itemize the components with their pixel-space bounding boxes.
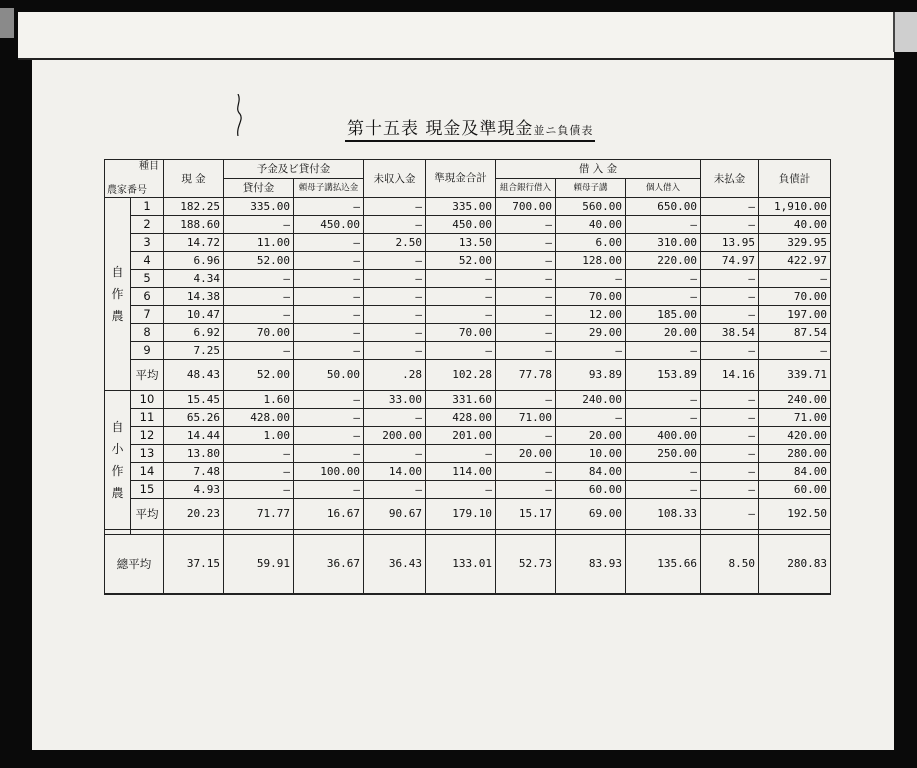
table-cell: 6.96 [164, 252, 224, 270]
header-cash: 現 金 [164, 160, 224, 198]
table-cell: – [364, 306, 426, 324]
table-cell: 450.00 [294, 216, 364, 234]
farm-number: 7 [131, 306, 164, 324]
table-cell: 197.00 [759, 306, 831, 324]
table-cell: – [426, 445, 496, 463]
table-cell: – [626, 391, 701, 409]
table-cell: 70.00 [224, 324, 294, 342]
table-cell: – [364, 198, 426, 216]
average-cell: 14.16 [701, 360, 759, 391]
table-cell: 40.00 [759, 216, 831, 234]
table-cell: – [294, 270, 364, 288]
average-cell: 90.67 [364, 499, 426, 530]
average-cell: 339.71 [759, 360, 831, 391]
table-cell: 310.00 [626, 234, 701, 252]
table-cell: 329.95 [759, 234, 831, 252]
farm-number: 6 [131, 288, 164, 306]
table-cell: – [496, 391, 556, 409]
table-row [105, 427, 831, 445]
grand-total-cell: 52.73 [496, 535, 556, 595]
table-cell: 70.00 [556, 288, 626, 306]
table-cell: – [364, 445, 426, 463]
table-cell: 422.97 [759, 252, 831, 270]
table-cell: 280.00 [759, 445, 831, 463]
grand-total-cell: 37.15 [164, 535, 224, 595]
table-cell: – [364, 342, 426, 360]
table-cell: – [364, 216, 426, 234]
table-cell: 335.00 [224, 198, 294, 216]
table-cell: – [294, 481, 364, 499]
table-cell: 52.00 [426, 252, 496, 270]
table-cell: – [294, 198, 364, 216]
table-cell: 7.25 [164, 342, 224, 360]
table-cell: – [294, 391, 364, 409]
average-cell: 153.89 [626, 360, 701, 391]
table-cell: – [294, 409, 364, 427]
table-cell: 114.00 [426, 463, 496, 481]
table-cell: 60.00 [759, 481, 831, 499]
title-main: 第十五表 現金及準現金 [347, 119, 534, 139]
header-receivable: 未収入金 [364, 160, 426, 198]
average-cell: 52.00 [224, 360, 294, 391]
table-cell: 60.00 [556, 481, 626, 499]
table-cell: – [556, 270, 626, 288]
film-top-strip [18, 12, 894, 60]
table-cell: – [224, 481, 294, 499]
farm-number: 4 [131, 252, 164, 270]
table-cell: – [364, 288, 426, 306]
group-char: 農 [111, 309, 124, 323]
table-cell: 70.00 [759, 288, 831, 306]
table-cell: – [759, 342, 831, 360]
table-cell: – [701, 198, 759, 216]
table-cell: 13.80 [164, 445, 224, 463]
table-cell: 13.95 [701, 234, 759, 252]
table-cell: – [364, 270, 426, 288]
table-cell: 40.00 [556, 216, 626, 234]
table-cell: 100.00 [294, 463, 364, 481]
table-cell: 1.60 [224, 391, 294, 409]
table-cell: – [426, 270, 496, 288]
group-char: 自 [111, 265, 124, 279]
average-cell: 71.77 [224, 499, 294, 530]
table-cell: – [364, 409, 426, 427]
table-cell: 15.45 [164, 391, 224, 409]
table-cell: 240.00 [759, 391, 831, 409]
average-label: 平均 [131, 499, 164, 530]
table-cell: 84.00 [759, 463, 831, 481]
table-title [345, 114, 595, 142]
average-cell: 102.28 [426, 360, 496, 391]
farm-number: 11 [131, 409, 164, 427]
table-cell: 201.00 [426, 427, 496, 445]
table-cell: – [626, 270, 701, 288]
table-cell: – [496, 427, 556, 445]
farm-number: 14 [131, 463, 164, 481]
table-cell: – [701, 288, 759, 306]
grand-total-cell: 8.50 [701, 535, 759, 595]
header-row-1 [105, 160, 831, 179]
corner-top: 種目 [139, 161, 159, 172]
table-cell: 560.00 [556, 198, 626, 216]
table-cell: – [496, 463, 556, 481]
table-cell: – [626, 481, 701, 499]
table-cell: 420.00 [759, 427, 831, 445]
pen-mark [232, 94, 246, 136]
table-cell: 185.00 [626, 306, 701, 324]
table-cell: 182.25 [164, 198, 224, 216]
table-cell: – [294, 252, 364, 270]
table-cell: 14.44 [164, 427, 224, 445]
table-cell: – [556, 342, 626, 360]
table-cell: 71.00 [759, 409, 831, 427]
table-cell: 84.00 [556, 463, 626, 481]
average-cell: 179.10 [426, 499, 496, 530]
table-cell: 400.00 [626, 427, 701, 445]
table-cell: – [426, 288, 496, 306]
table-cell: – [364, 324, 426, 342]
table-row [105, 391, 831, 409]
table-row [105, 234, 831, 252]
table-cell: 38.54 [701, 324, 759, 342]
table-cell: – [496, 288, 556, 306]
header-deposits: 予金及ビ貸付金 [224, 160, 364, 179]
table-row [105, 198, 831, 216]
average-cell: 50.00 [294, 360, 364, 391]
table-cell: – [626, 216, 701, 234]
table-cell: – [701, 481, 759, 499]
table-row [105, 445, 831, 463]
table-cell: – [294, 342, 364, 360]
table-cell: 1.00 [224, 427, 294, 445]
table-cell: 14.38 [164, 288, 224, 306]
group-char: 自 [111, 420, 124, 434]
table-cell: – [701, 391, 759, 409]
farm-number: 8 [131, 324, 164, 342]
average-cell: 77.78 [496, 360, 556, 391]
table-cell: – [426, 306, 496, 324]
header-corner [105, 160, 164, 198]
table-row [105, 463, 831, 481]
table-cell: – [556, 409, 626, 427]
average-cell: .28 [364, 360, 426, 391]
farm-number: 13 [131, 445, 164, 463]
header-bank-loans: 組合銀行借入 [496, 179, 556, 198]
table-cell: – [701, 342, 759, 360]
grand-total-cell: 133.01 [426, 535, 496, 595]
header-unpaid: 未払金 [701, 160, 759, 198]
table-cell: – [426, 481, 496, 499]
film-edge-mark-right [893, 12, 917, 52]
table-cell: – [626, 288, 701, 306]
corner-bottom: 農家番号 [107, 185, 147, 196]
table-row [105, 342, 831, 360]
table-cell: – [294, 445, 364, 463]
average-cell: 108.33 [626, 499, 701, 530]
table-cell: – [701, 409, 759, 427]
header-mutual-payment: 頼母子講払込金 [294, 179, 364, 198]
table-row [105, 216, 831, 234]
table-cell: 74.97 [701, 252, 759, 270]
table-row [105, 481, 831, 499]
table-cell: 250.00 [626, 445, 701, 463]
average-cell: 69.00 [556, 499, 626, 530]
table-cell: – [496, 324, 556, 342]
table-cell: – [701, 216, 759, 234]
table-cell: 428.00 [224, 409, 294, 427]
table-cell: 70.00 [426, 324, 496, 342]
average-cell: 93.89 [556, 360, 626, 391]
table-cell: 1,910.00 [759, 198, 831, 216]
table-row [105, 288, 831, 306]
table-cell: 128.00 [556, 252, 626, 270]
table-cell: – [496, 306, 556, 324]
table-cell: 650.00 [626, 198, 701, 216]
table-cell: – [224, 216, 294, 234]
table-cell: – [294, 427, 364, 445]
film-edge-mark [0, 8, 14, 38]
farm-number: 12 [131, 427, 164, 445]
average-cell: 15.17 [496, 499, 556, 530]
table-cell: 14.72 [164, 234, 224, 252]
header-loans: 貸付金 [224, 179, 294, 198]
farm-number: 5 [131, 270, 164, 288]
table-cell: 240.00 [556, 391, 626, 409]
table-cell: – [701, 463, 759, 481]
table-cell: – [496, 342, 556, 360]
farm-number: 3 [131, 234, 164, 252]
farm-number: 15 [131, 481, 164, 499]
table-cell: – [701, 270, 759, 288]
farm-number: 10 [131, 391, 164, 409]
table-cell: – [224, 445, 294, 463]
average-cell: 16.67 [294, 499, 364, 530]
table-cell: 2.50 [364, 234, 426, 252]
table-cell: – [496, 270, 556, 288]
table-cell: 87.54 [759, 324, 831, 342]
group-char: 小 [111, 442, 124, 456]
table-cell: – [701, 306, 759, 324]
table-cell: 7.48 [164, 463, 224, 481]
header-quasi-cash-total: 準現金合計 [426, 160, 496, 198]
table-cell: 6.92 [164, 324, 224, 342]
table-cell: 11.00 [224, 234, 294, 252]
table-cell: 20.00 [556, 427, 626, 445]
table-row [105, 324, 831, 342]
table-cell: – [224, 270, 294, 288]
title-suffix: 並ニ負債表 [533, 124, 594, 137]
table-cell: 14.00 [364, 463, 426, 481]
table-cell: 450.00 [426, 216, 496, 234]
table-cell: – [701, 445, 759, 463]
farm-number: 9 [131, 342, 164, 360]
table-cell: – [626, 463, 701, 481]
table-cell: – [426, 342, 496, 360]
group-label-owner [105, 198, 131, 391]
ledger-table [104, 159, 831, 595]
table-cell: – [224, 342, 294, 360]
table-cell: 13.50 [426, 234, 496, 252]
group-char: 作 [111, 464, 124, 478]
table-cell: – [626, 342, 701, 360]
table-cell: – [496, 234, 556, 252]
group-char: 作 [111, 287, 124, 301]
table-cell: 428.00 [426, 409, 496, 427]
table-cell: – [224, 306, 294, 324]
grand-total-cell: 83.93 [556, 535, 626, 595]
header-debt-total: 負債計 [759, 160, 831, 198]
grand-total-cell: 59.91 [224, 535, 294, 595]
average-cell: 48.43 [164, 360, 224, 391]
table-cell: 33.00 [364, 391, 426, 409]
table-cell: 220.00 [626, 252, 701, 270]
farm-number: 1 [131, 198, 164, 216]
table-cell: 12.00 [556, 306, 626, 324]
group-char: 農 [111, 486, 124, 500]
table-cell: – [294, 234, 364, 252]
header-borrowings: 借 入 金 [496, 160, 701, 179]
header-personal-loans: 個人借入 [626, 179, 701, 198]
table-cell: 200.00 [364, 427, 426, 445]
average-cell: 192.50 [759, 499, 831, 530]
table-row [105, 270, 831, 288]
table-cell: 10.47 [164, 306, 224, 324]
header-mutual-loans: 頼母子講 [556, 179, 626, 198]
table-cell: 331.60 [426, 391, 496, 409]
table-cell: – [224, 288, 294, 306]
grand-total-row [105, 535, 831, 595]
table-cell: 10.00 [556, 445, 626, 463]
table-cell: 335.00 [426, 198, 496, 216]
table-cell: – [626, 409, 701, 427]
table-cell: – [294, 288, 364, 306]
table-cell: 4.93 [164, 481, 224, 499]
table-row [105, 252, 831, 270]
average-cell: – [701, 499, 759, 530]
average-label: 平均 [131, 360, 164, 391]
average-cell: 20.23 [164, 499, 224, 530]
grand-total-cell: 280.83 [759, 535, 831, 595]
table-cell: 65.26 [164, 409, 224, 427]
table-cell: 20.00 [626, 324, 701, 342]
table-cell: – [224, 463, 294, 481]
table-cell: 29.00 [556, 324, 626, 342]
average-row [105, 360, 831, 391]
grand-total-label: 總平均 [105, 535, 164, 595]
table-cell: – [294, 306, 364, 324]
table-cell: – [759, 270, 831, 288]
table-cell: 6.00 [556, 234, 626, 252]
table-cell: – [496, 481, 556, 499]
farm-number: 2 [131, 216, 164, 234]
table-cell: 71.00 [496, 409, 556, 427]
table-cell: – [496, 252, 556, 270]
table-cell: 52.00 [224, 252, 294, 270]
table-cell: 20.00 [496, 445, 556, 463]
grand-total-cell: 36.67 [294, 535, 364, 595]
table-row [105, 409, 831, 427]
table-cell: 4.34 [164, 270, 224, 288]
table-cell: 188.60 [164, 216, 224, 234]
grand-total-cell: 36.43 [364, 535, 426, 595]
table-cell: – [701, 427, 759, 445]
table-row [105, 306, 831, 324]
table-cell: – [364, 252, 426, 270]
table-cell: – [364, 481, 426, 499]
group-label-tenant [105, 391, 131, 530]
grand-total-cell: 135.66 [626, 535, 701, 595]
average-row [105, 499, 831, 530]
table-cell: 700.00 [496, 198, 556, 216]
table-cell: – [496, 216, 556, 234]
table-cell: – [294, 324, 364, 342]
